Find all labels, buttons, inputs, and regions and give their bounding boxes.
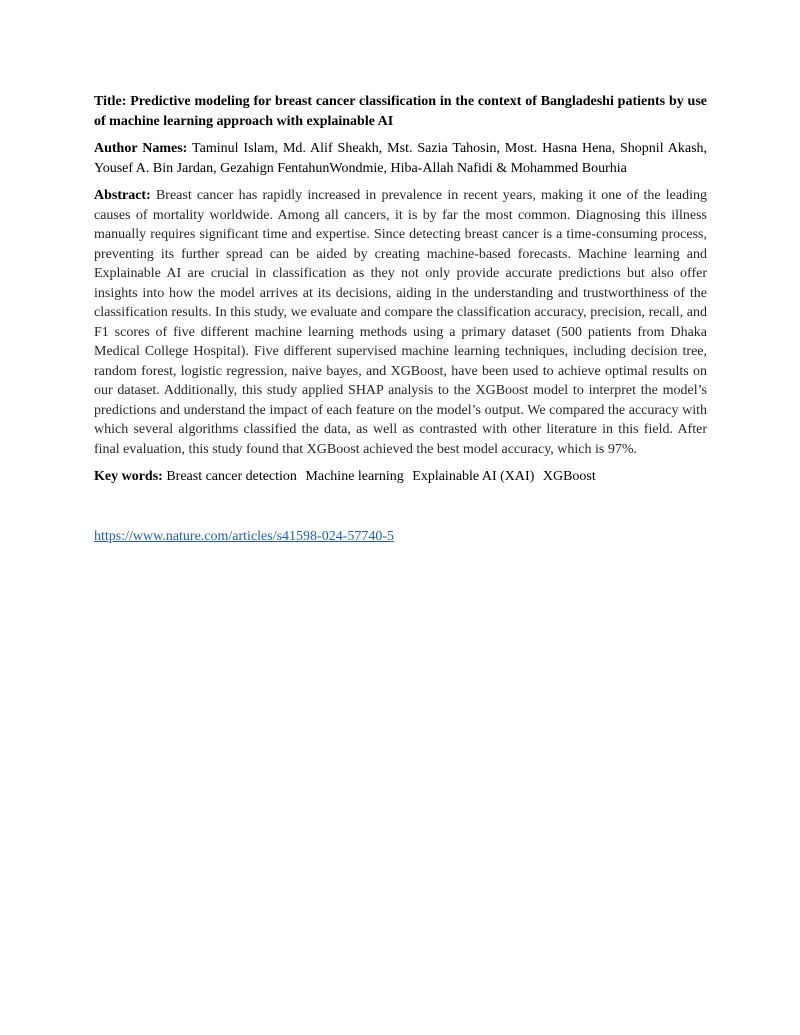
- abstract-paragraph: [94, 186, 707, 459]
- title-paragraph: [94, 92, 707, 131]
- abstract-text: Breast cancer has rapidly increased in prevalence in recent years, making it one of the leading causes of mortality worldwide. Among all cancers, it is by far the most common. Diagnosing this illness manually requires significant time and expertise. Since detecting breast cancer is a time-consuming process, preventing its further spread can be aided by creating machine-based forecasts. Machine learning and Explainable AI are crucial in classification as they not only provide accurate predictions but also offer insights into how the model arrives at its decisions, aiding in the understanding and trustworthiness of the classification results. In this study, we evaluate and compare the classification accuracy, precision, recall, and F1 scores of five different machine learning methods using a primary dataset (500 patients from Dhaka Medical College Hospital). Five different supervised machine learning techniques, including decision tree, random forest, logistic regression, naive bayes, and XGBoost, have been used to achieve optimal results on our dataset. Additionally, this study applied SHAP analysis to the XGBoost model to interpret the model’s predictions and understand the impact of each feature on the model’s output. We compared the accuracy with which several algorithms classified the data, as well as contrasted with other literature in this field. After final evaluation, this study found that XGBoost achieved the best model accuracy, which is 97%.: [94, 188, 708, 457]
- keywords-paragraph: [94, 467, 707, 487]
- authors-label: Author Names:: [94, 141, 188, 156]
- keyword-item: XGBoost: [542, 469, 596, 484]
- keywords-label: Key words:: [94, 469, 163, 484]
- authors-paragraph: [94, 139, 707, 178]
- keyword-item: Breast cancer detection: [166, 469, 297, 484]
- document-page: [94, 92, 707, 546]
- abstract-label: Abstract:: [94, 188, 151, 203]
- title-text: Predictive modeling for breast cancer classification in the context of Bangladeshi patients by use of machine learning approach with explainable AI: [94, 94, 708, 129]
- title-label: Title:: [94, 94, 127, 109]
- article-link[interactable]: https://www.nature.com/articles/s41598-024-57740-5: [94, 528, 395, 544]
- keyword-item: Machine learning: [305, 469, 404, 484]
- link-container: [94, 527, 707, 546]
- keyword-item: Explainable AI (XAI): [412, 469, 535, 484]
- authors-text: Taminul Islam, Md. Alif Sheakh, Mst. Sazia Tahosin, Most. Hasna Hena, Shopnil Akash, Yousef A. Bin Jardan, Gezahign FentahunWondmie, Hiba-Allah Nafidi & Mohammed Bourhia: [94, 141, 708, 176]
